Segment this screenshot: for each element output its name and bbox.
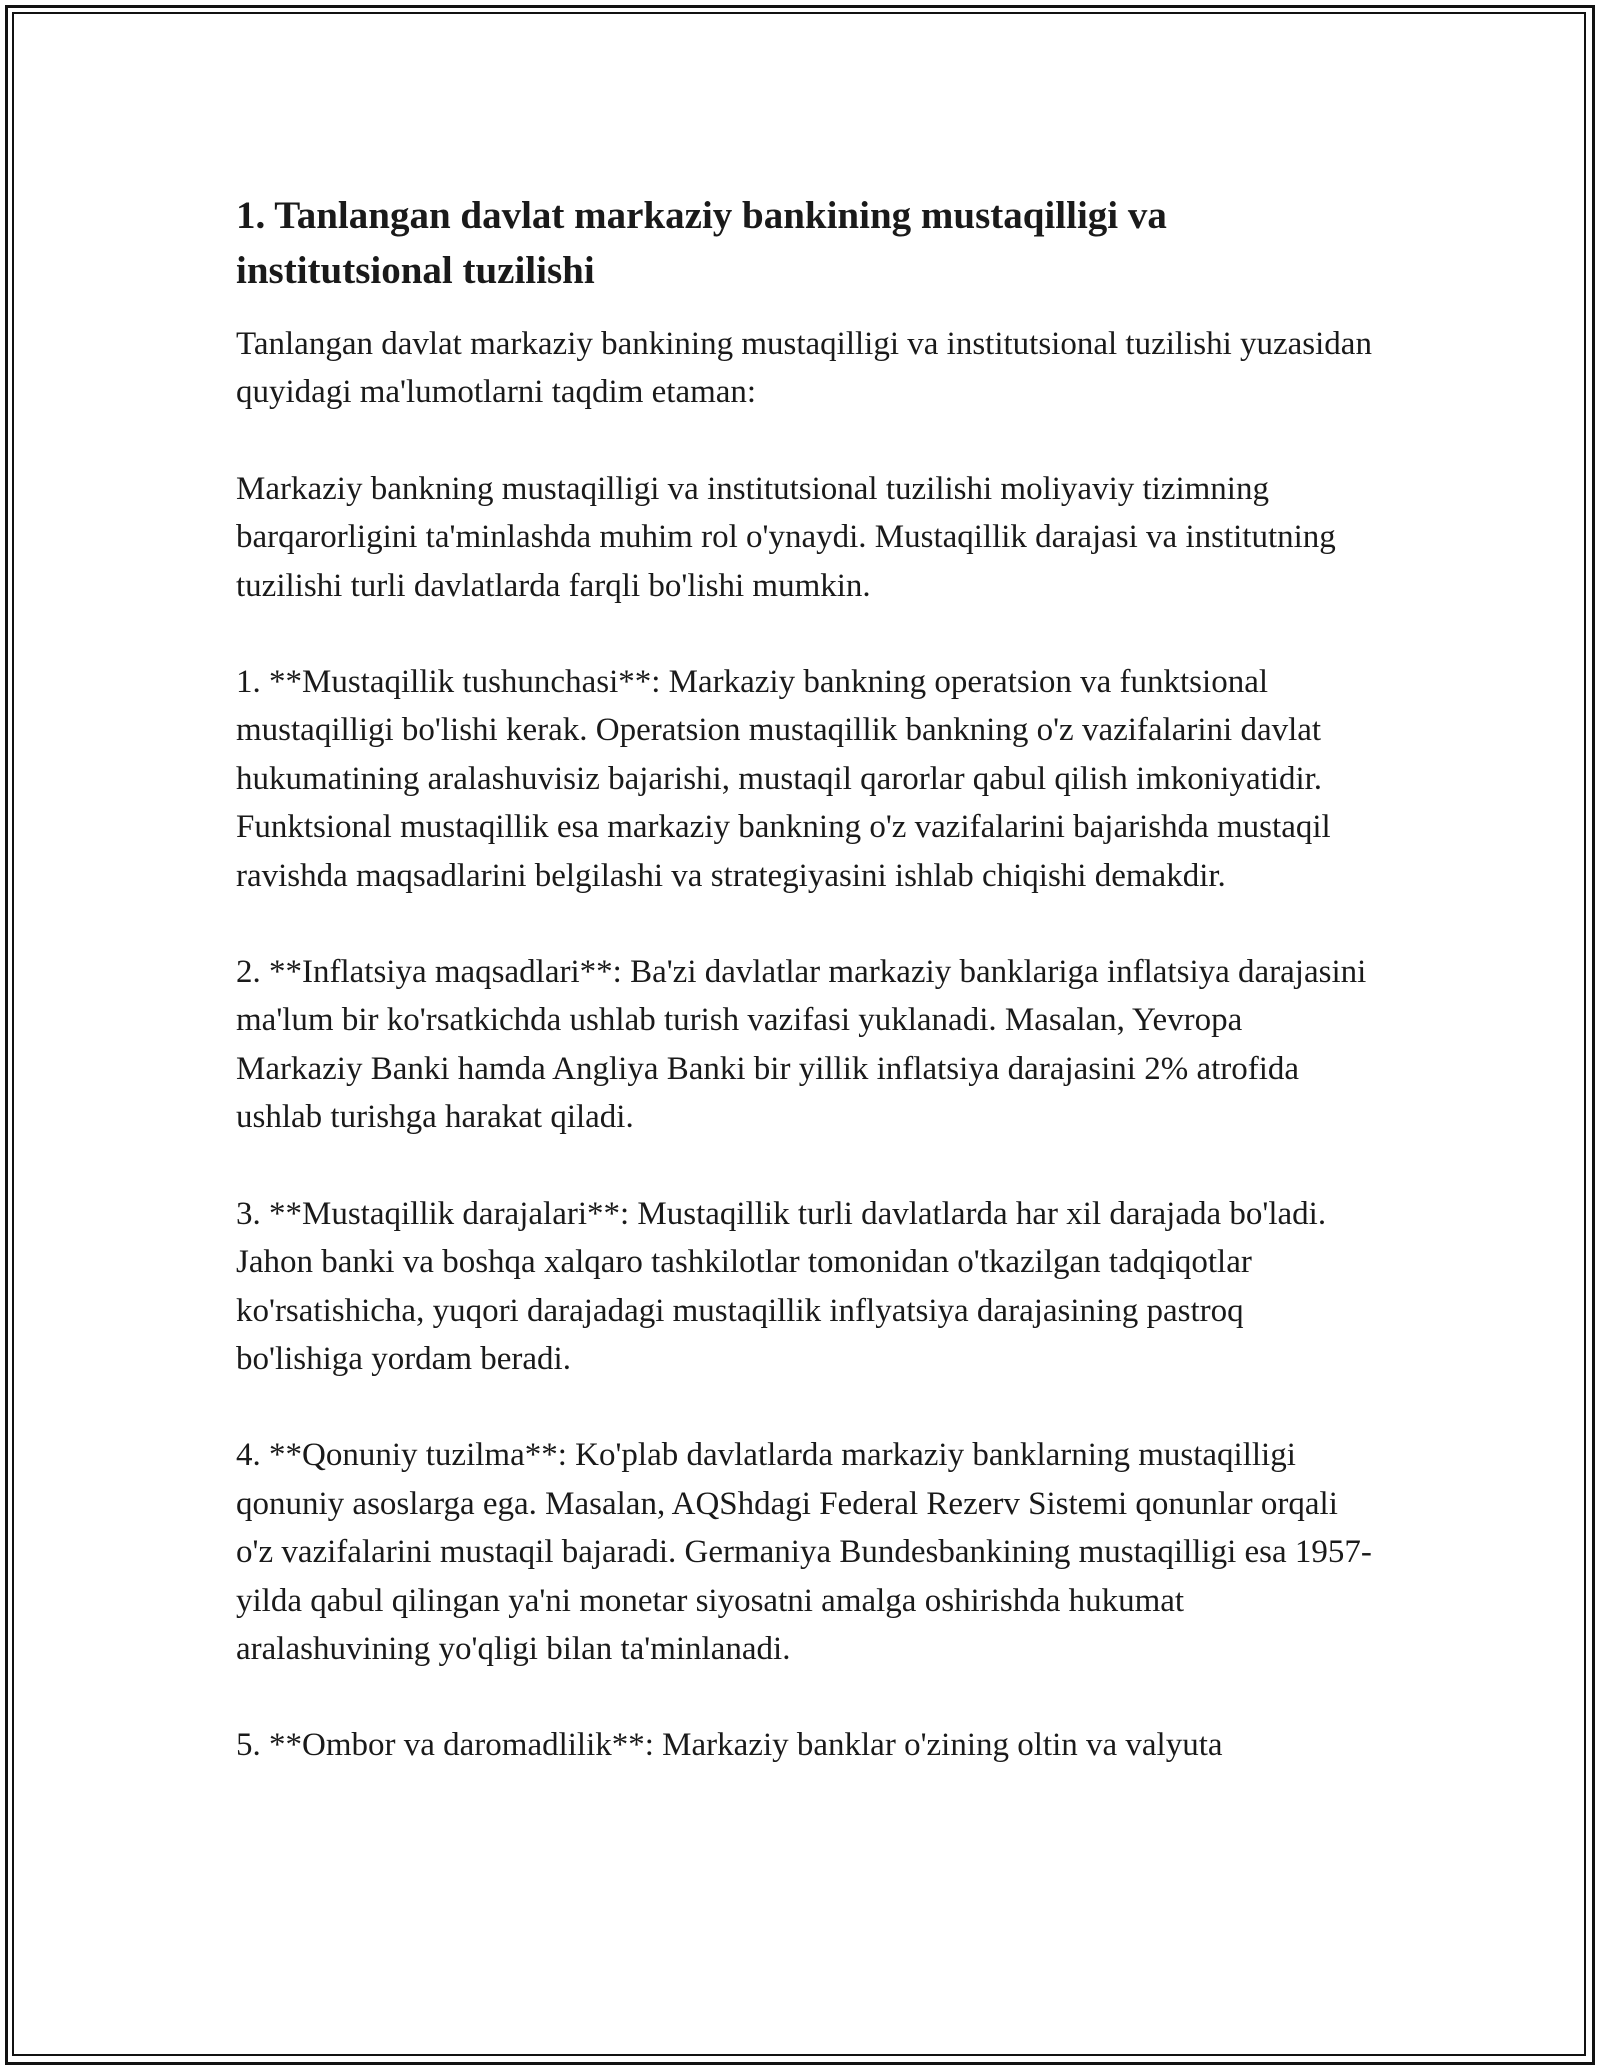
list-item-independence-concept: 1. **Mustaqillik tushunchasi**: Markaziy bankning operatsion va funktsional mustaqilligi bo'lishi kerak. Operatsion mustaqillik bankning o'z vazifalarini davlat hukumatining aralashuvisiz bajarishi, mustaqil qarorlar qabul qilish imkoniyatidir. Funktsional mustaqillik esa markaziy bankning o'z vazifalarini bajarishda mustaqil ravishda maqsadlarini belgilashi va strategiyasini ishlab chiqishi demakdir. [236, 664, 1331, 894]
overview-paragraph: Markaziy bankning mustaqilligi va institutsional tuzilishi moliyaviy tizimning barqarorligini ta'minlashda muhim rol o'ynaydi. Mustaqillik darajasi va institutning tuzilishi turli davlatlarda farqli bo'lishi mumkin. [236, 470, 1336, 604]
list-item-legal-framework: 4. **Qonuniy tuzilma**: Ko'plab davlatlarda markaziy banklarning mustaqilligi qonuniy asoslarga ega. Masalan, AQShdagi Federal Rezerv Sistemi qonunlar orqali o'z vazifalarini mustaqil bajaradi. Germaniya Bundesbankining mustaqilligi esa 1957-yilda qabul qilingan ya'ni monetar siyosatni amalga oshirishda hukumat aralashuvining yo'qligi bilan ta'minlanadi. [236, 1437, 1372, 1667]
document-body [236, 320, 1376, 1770]
list-item-reserves-profitability: 5. **Ombor va daromadlilik**: Markaziy banklar o'zining oltin va valyuta [236, 1727, 1223, 1764]
list-item-independence-levels: 3. **Mustaqillik darajalari**: Mustaqillik turli davlatlarda har xil darajada bo'ladi. Jahon banki va boshqa xalqaro tashkilotlar tomonidan o'tkazilgan tadqiqotlar ko'rsatishicha, yuqori darajadagi mustaqillik inflyatsiya darajasining pastroq bo'lishiga yordam beradi. [236, 1195, 1327, 1377]
document-page [236, 188, 1376, 1770]
list-item-inflation-targets: 2. **Inflatsiya maqsadlari**: Ba'zi davlatlar markaziy banklariga inflatsiya darajasini ma'lum bir ko'rsatkichda ushlab turish vazifasi yuklanadi. Masalan, Yevropa Markaziy Banki hamda Angliya Banki bir yillik inflatsiya darajasini 2% atrofida ushlab turishga harakat qiladi. [236, 954, 1367, 1136]
intro-paragraph: Tanlangan davlat markaziy bankining mustaqilligi va institutsional tuzilishi yuzasidan quyidagi ma'lumotlarni taqdim etaman: [236, 326, 1372, 411]
document-title: 1. Tanlangan davlat markaziy bankining mustaqilligi va institutsional tuzilishi [236, 194, 1167, 292]
